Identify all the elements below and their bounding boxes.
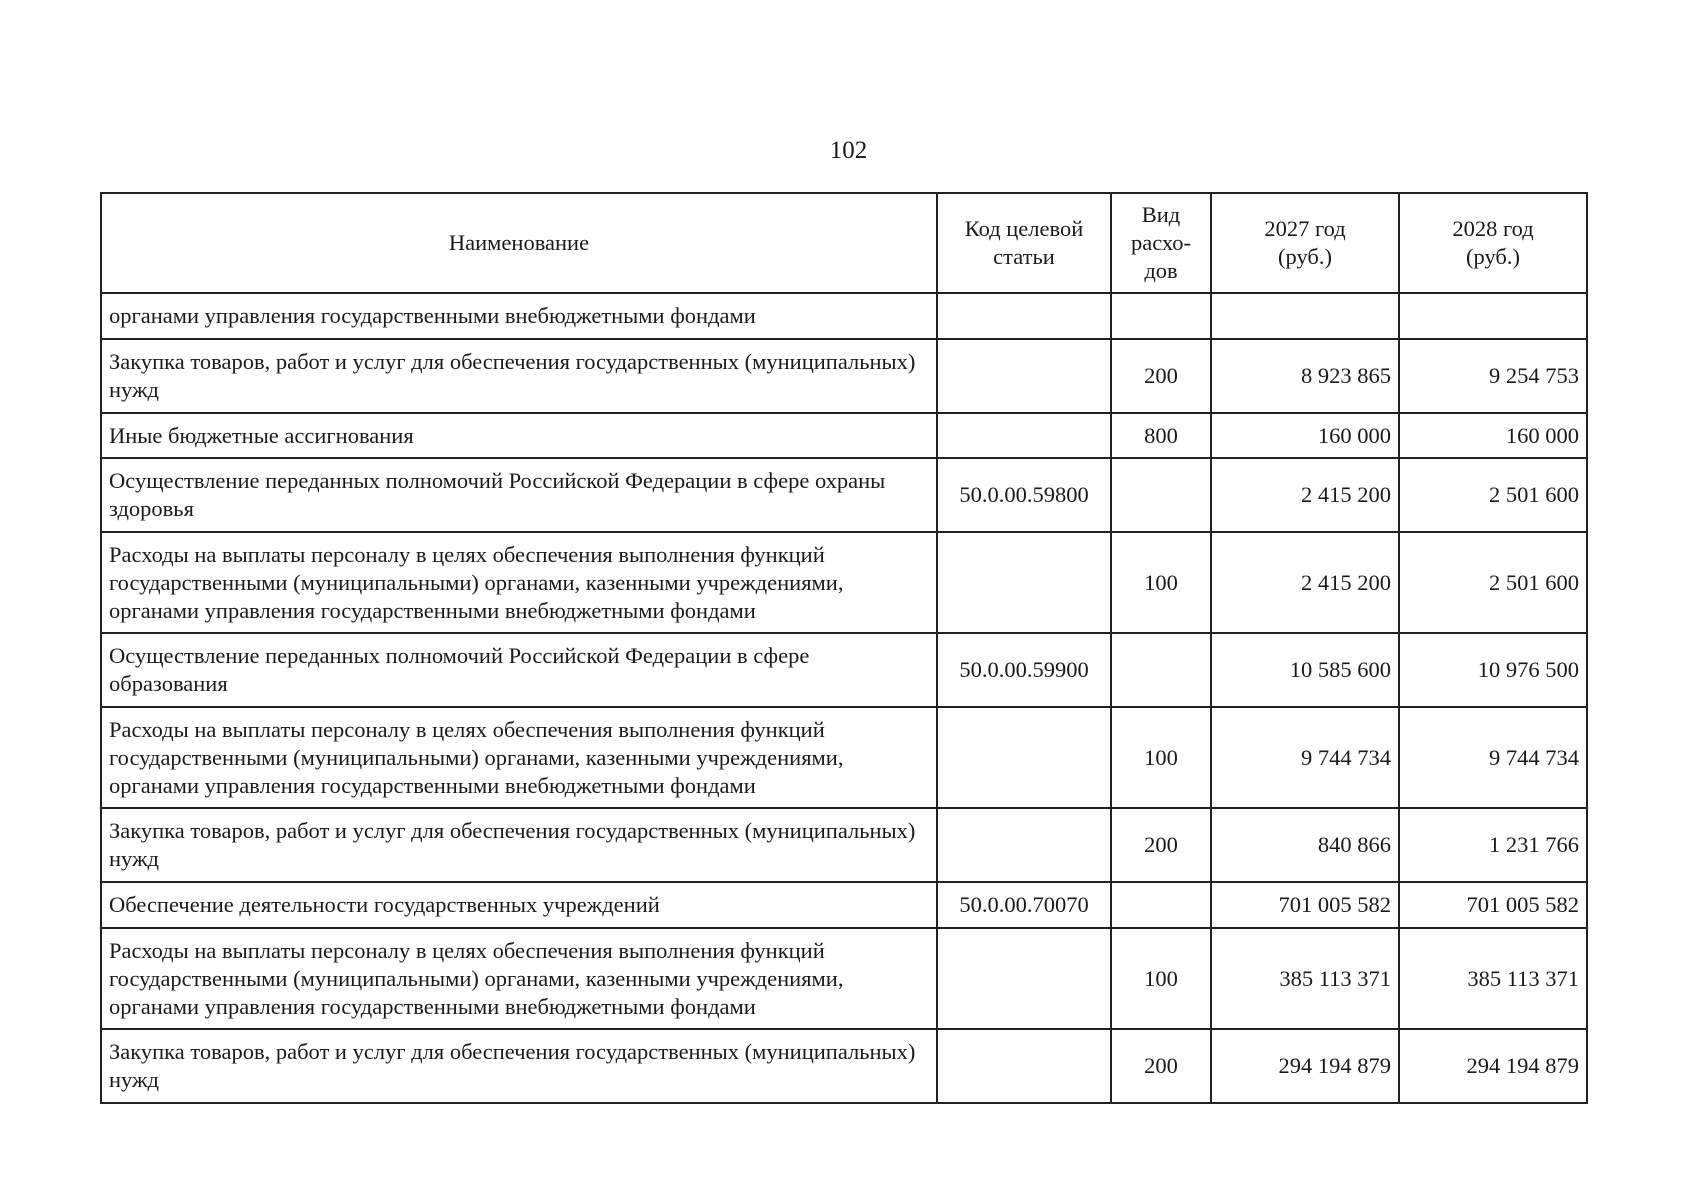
header-name: Наименование <box>101 193 937 293</box>
cell-2027: 8 923 865 <box>1211 339 1399 413</box>
cell-type: 200 <box>1111 808 1211 882</box>
table-row <box>101 413 1587 458</box>
cell-name: Расходы на выплаты персоналу в целях обеспечения выполнения функций государственными (муниципальными) органами, казенными учреждениями, органами управления государственными внебюджетными фондами <box>101 532 937 633</box>
cell-2027: 9 744 734 <box>1211 707 1399 808</box>
cell-name: Обеспечение деятельности государственных учреждений <box>101 882 937 928</box>
cell-type: 200 <box>1111 339 1211 413</box>
cell-code <box>937 293 1111 339</box>
cell-2028: 160 000 <box>1399 413 1587 458</box>
cell-type <box>1111 633 1211 707</box>
table-row <box>101 339 1587 413</box>
cell-2027 <box>1211 293 1399 339</box>
cell-code <box>937 928 1111 1029</box>
cell-2027: 840 866 <box>1211 808 1399 882</box>
cell-2028 <box>1399 293 1587 339</box>
cell-2028: 2 501 600 <box>1399 532 1587 633</box>
cell-name: Расходы на выплаты персоналу в целях обеспечения выполнения функций государственными (муниципальными) органами, казенными учреждениями, органами управления государственными внебюджетными фондами <box>101 928 937 1029</box>
cell-2028: 9 744 734 <box>1399 707 1587 808</box>
cell-name: органами управления государственными внебюджетными фондами <box>101 293 937 339</box>
cell-code: 50.0.00.59800 <box>937 458 1111 532</box>
table-row <box>101 633 1587 707</box>
cell-name: Расходы на выплаты персоналу в целях обеспечения выполнения функций государственными (муниципальными) органами, казенными учреждениями, органами управления государственными внебюджетными фондами <box>101 707 937 808</box>
cell-code <box>937 808 1111 882</box>
cell-2027: 385 113 371 <box>1211 928 1399 1029</box>
cell-type <box>1111 458 1211 532</box>
cell-2027: 294 194 879 <box>1211 1029 1399 1103</box>
table-row <box>101 293 1587 339</box>
cell-code <box>937 339 1111 413</box>
cell-2028: 10 976 500 <box>1399 633 1587 707</box>
cell-code <box>937 1029 1111 1103</box>
header-type: Вид расхо- дов <box>1111 193 1211 293</box>
cell-2028: 701 005 582 <box>1399 882 1587 928</box>
header-year-2028: 2028 год (руб.) <box>1399 193 1587 293</box>
table-row <box>101 928 1587 1029</box>
cell-2028: 385 113 371 <box>1399 928 1587 1029</box>
cell-code: 50.0.00.59900 <box>937 633 1111 707</box>
header-code: Код целевой статьи <box>937 193 1111 293</box>
table-row <box>101 882 1587 928</box>
cell-type: 200 <box>1111 1029 1211 1103</box>
table-row <box>101 458 1587 532</box>
cell-2027: 160 000 <box>1211 413 1399 458</box>
cell-name: Иные бюджетные ассигнования <box>101 413 937 458</box>
cell-type <box>1111 882 1211 928</box>
budget-table <box>100 192 1588 1104</box>
table-header-row <box>101 193 1587 293</box>
table-row <box>101 808 1587 882</box>
cell-type: 100 <box>1111 707 1211 808</box>
cell-2027: 701 005 582 <box>1211 882 1399 928</box>
cell-name: Закупка товаров, работ и услуг для обеспечения государственных (муниципальных) нужд <box>101 808 937 882</box>
cell-name: Осуществление переданных полномочий Российской Федерации в сфере охраны здоровья <box>101 458 937 532</box>
cell-name: Закупка товаров, работ и услуг для обеспечения государственных (муниципальных) нужд <box>101 339 937 413</box>
cell-type: 100 <box>1111 928 1211 1029</box>
cell-2028: 294 194 879 <box>1399 1029 1587 1103</box>
cell-type: 100 <box>1111 532 1211 633</box>
page-number: 102 <box>829 137 868 164</box>
cell-code <box>937 707 1111 808</box>
cell-code <box>937 532 1111 633</box>
cell-code: 50.0.00.70070 <box>937 882 1111 928</box>
cell-name: Закупка товаров, работ и услуг для обеспечения государственных (муниципальных) нужд <box>101 1029 937 1103</box>
cell-2028: 1 231 766 <box>1399 808 1587 882</box>
cell-name: Осуществление переданных полномочий Российской Федерации в сфере образования <box>101 633 937 707</box>
cell-type <box>1111 293 1211 339</box>
cell-2027: 2 415 200 <box>1211 458 1399 532</box>
cell-2028: 9 254 753 <box>1399 339 1587 413</box>
cell-2028: 2 501 600 <box>1399 458 1587 532</box>
cell-2027: 2 415 200 <box>1211 532 1399 633</box>
header-year-2027: 2027 год (руб.) <box>1211 193 1399 293</box>
cell-code <box>937 413 1111 458</box>
table-row <box>101 532 1587 633</box>
table-row <box>101 1029 1587 1103</box>
cell-type: 800 <box>1111 413 1211 458</box>
table-row <box>101 707 1587 808</box>
cell-2027: 10 585 600 <box>1211 633 1399 707</box>
